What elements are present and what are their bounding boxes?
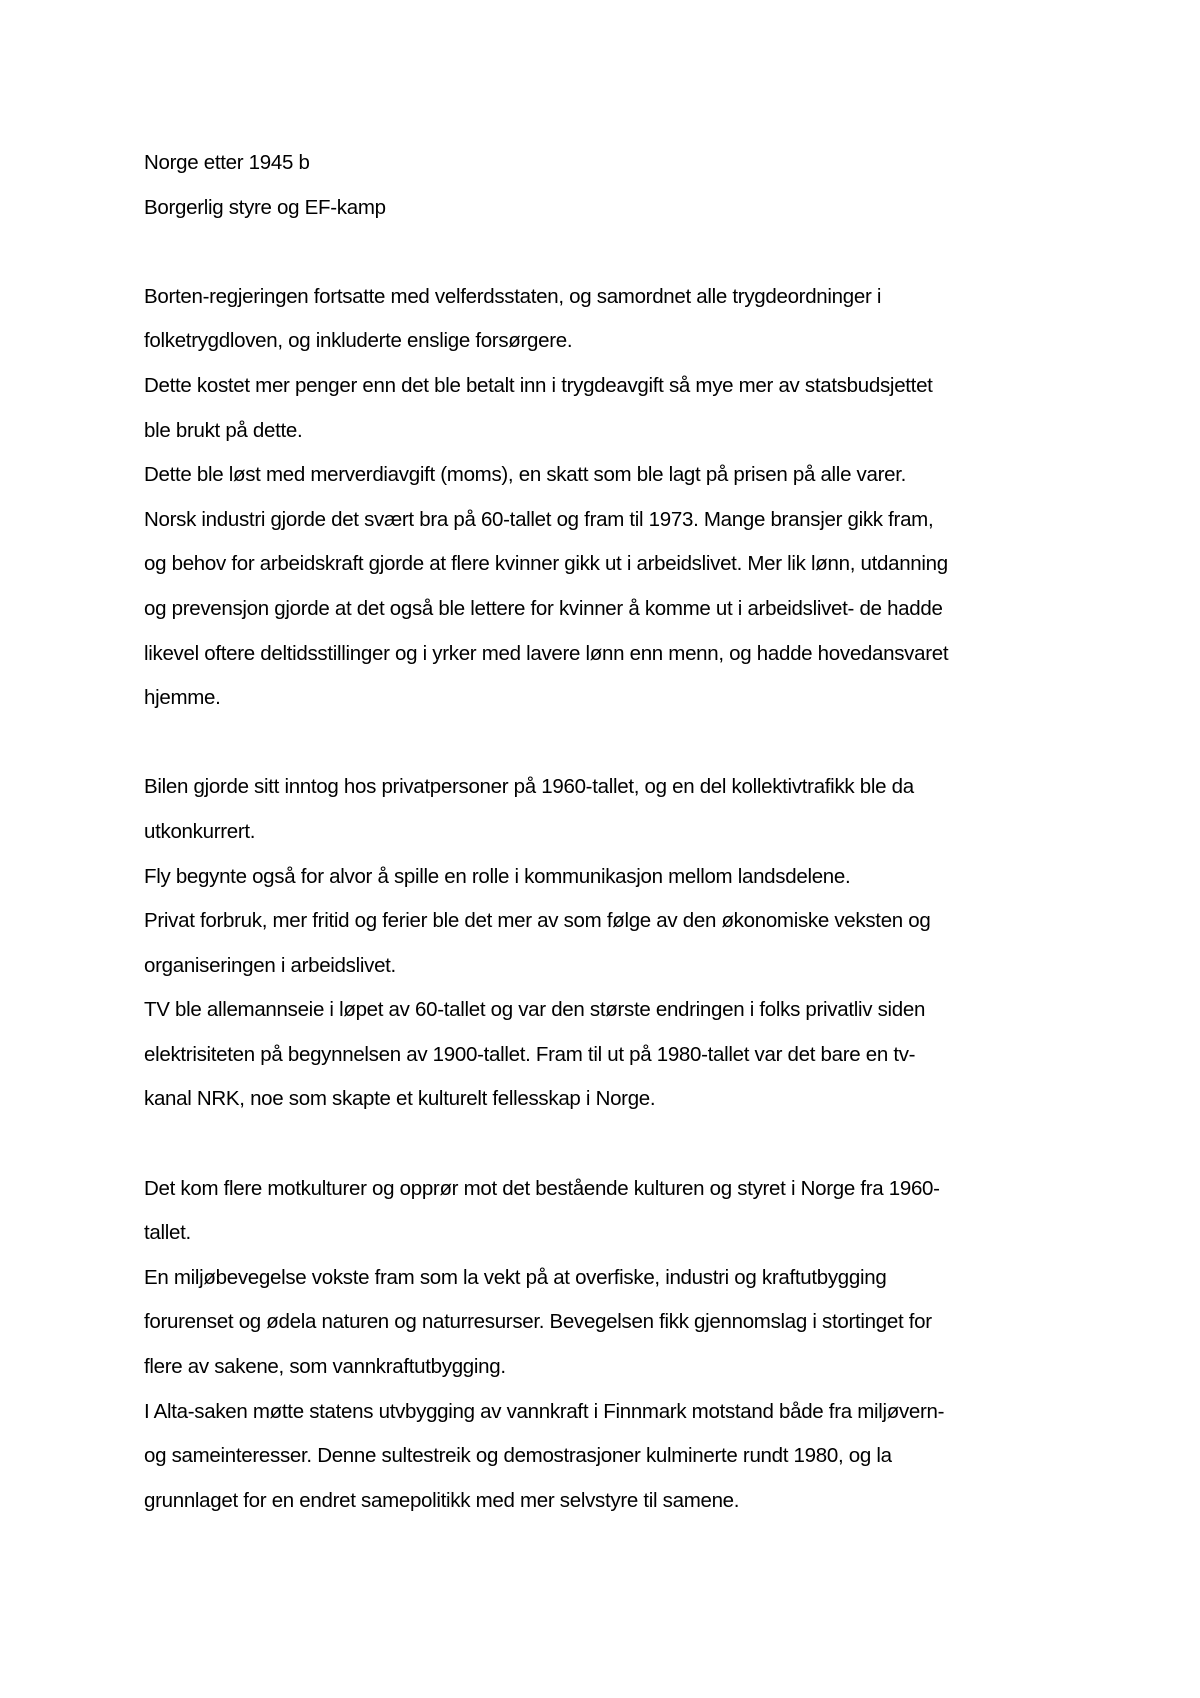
document-body bbox=[144, 141, 1074, 1523]
text-line: og prevensjon gjorde at det også ble lettere for kvinner å komme ut i arbeidslivet- de hadde bbox=[144, 596, 943, 620]
text-line: folketrygdloven, og inkluderte enslige forsørgere. bbox=[144, 329, 573, 353]
text-line: Dette ble løst med merverdiavgift (moms), en skatt som ble lagt på prisen på alle varer. bbox=[144, 463, 907, 487]
text-line: kanal NRK, noe som skapte et kulturelt fellesskap i Norge. bbox=[144, 1087, 656, 1111]
text-line: flere av sakene, som vannkraftutbygging. bbox=[144, 1355, 506, 1379]
text-line: og behov for arbeidskraft gjorde at flere kvinner gikk ut i arbeidslivet. Mer lik lønn, utdanning bbox=[144, 552, 948, 576]
text-line: Det kom flere motkulturer og opprør mot det bestående kulturen og styret i Norge fra 1960- bbox=[144, 1176, 940, 1200]
blank-line bbox=[144, 1122, 1074, 1167]
text-line: og sameinteresser. Denne sultestreik og demostrasjoner kulminerte rundt 1980, og la bbox=[144, 1444, 892, 1468]
text-line: I Alta-saken møtte statens utvbygging av vannkraft i Finnmark motstand både fra miljøvern- bbox=[144, 1399, 945, 1423]
text-line: organiseringen i arbeidslivet. bbox=[144, 953, 396, 977]
text-line: likevel oftere deltidsstillinger og i yrker med lavere lønn enn menn, og hadde hovedansvaret bbox=[144, 641, 949, 665]
paragraph-2 bbox=[144, 765, 1074, 1122]
blank-line bbox=[144, 721, 1074, 766]
text-line: Bilen gjorde sitt inntog hos privatpersoner på 1960-tallet, og en del kollektivtrafikk ble da bbox=[144, 775, 914, 799]
document-subtitle: Borgerlig styre og EF-kamp bbox=[144, 195, 386, 219]
text-line: utkonkurrert. bbox=[144, 819, 256, 843]
text-line: Borten-regjeringen fortsatte med velferdsstaten, og samordnet alle trygdeordninger i bbox=[144, 284, 882, 308]
text-line: grunnlaget for en endret samepolitikk med mer selvstyre til samene. bbox=[144, 1488, 740, 1512]
paragraph-3 bbox=[144, 1167, 1074, 1524]
text-line: En miljøbevegelse vokste fram som la vekt på at overfiske, industri og kraftutbygging bbox=[144, 1265, 887, 1289]
paragraph-1 bbox=[144, 275, 1074, 721]
text-line: Fly begynte også for alvor å spille en rolle i kommunikasjon mellom landsdelene. bbox=[144, 864, 851, 888]
text-line: TV ble allemannseie i løpet av 60-tallet og var den største endringen i folks privatliv siden bbox=[144, 998, 926, 1022]
text-line: hjemme. bbox=[144, 686, 221, 710]
text-line: forurenset og ødela naturen og naturresurser. Bevegelsen fikk gjennomslag i stortinget for bbox=[144, 1310, 932, 1334]
text-line: ble brukt på dette. bbox=[144, 418, 303, 442]
blank-line bbox=[144, 230, 1074, 275]
text-line: elektrisiteten på begynnelsen av 1900-tallet. Fram til ut på 1980-tallet var det bare en tv- bbox=[144, 1042, 916, 1066]
text-line: Privat forbruk, mer fritid og ferier ble det mer av som følge av den økonomiske veksten og bbox=[144, 909, 931, 933]
text-line: tallet. bbox=[144, 1221, 191, 1245]
text-line: Norsk industri gjorde det svært bra på 60-tallet og fram til 1973. Mange bransjer gikk fram, bbox=[144, 507, 934, 531]
document-title: Norge etter 1945 b bbox=[144, 151, 310, 174]
text-line: Dette kostet mer penger enn det ble betalt inn i trygdeavgift så mye mer av statsbudsjettet bbox=[144, 373, 933, 397]
